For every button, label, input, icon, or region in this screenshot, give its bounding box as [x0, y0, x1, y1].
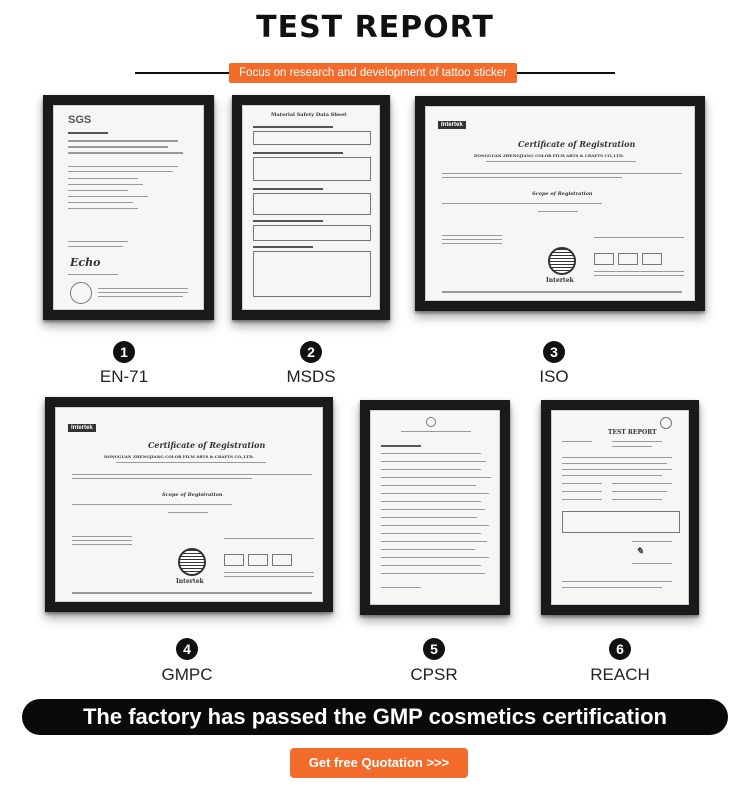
doc-table [253, 157, 371, 181]
number-badge: 5 [423, 638, 445, 660]
doc-company: DONGGUAN ZHENGJIANG COLOR FILM ARTS & CRAFTS CO.,LTD. [474, 153, 624, 158]
doc-line [68, 171, 173, 172]
doc-stamp-box [272, 554, 292, 566]
doc-signature: Echo [70, 256, 101, 269]
doc-line [168, 512, 208, 513]
number-badge: 4 [176, 638, 198, 660]
doc-line [72, 540, 132, 541]
doc-line [612, 491, 667, 492]
certificate-document [53, 105, 204, 310]
doc-line [68, 241, 128, 242]
doc-line [442, 235, 502, 236]
doc-table [253, 251, 371, 297]
doc-line [381, 453, 481, 454]
doc-line [72, 478, 252, 479]
certificate-document [551, 410, 689, 605]
doc-line [68, 202, 133, 203]
doc-line [68, 246, 123, 247]
doc-line [442, 203, 602, 204]
doc-line [381, 573, 485, 574]
certificate-frame-cpsr[interactable] [360, 400, 510, 615]
doc-line [68, 208, 138, 209]
doc-line [224, 538, 314, 539]
doc-line [253, 126, 333, 128]
certification-banner: The factory has passed the GMP cosmetics certification [22, 699, 728, 735]
doc-stamp-box [248, 554, 268, 566]
doc-line [401, 431, 471, 432]
doc-line [562, 587, 662, 588]
certificate-frame-msds[interactable] [232, 95, 390, 320]
doc-table [253, 131, 371, 145]
doc-line [381, 557, 489, 558]
number-badge: 2 [300, 341, 322, 363]
doc-line [562, 475, 662, 476]
doc-line [562, 581, 672, 582]
doc-line [381, 565, 481, 566]
doc-line [72, 504, 232, 505]
doc-stamp-box [594, 253, 614, 265]
doc-logo-text: Intertek [176, 578, 204, 585]
number-badge: 1 [113, 341, 135, 363]
doc-line [594, 271, 684, 272]
doc-line [68, 178, 138, 179]
globe-icon [548, 247, 576, 275]
doc-line [562, 483, 602, 484]
doc-line [381, 509, 485, 510]
doc-line [68, 190, 128, 191]
doc-company: DONGGUAN ZHENGJIANG COLOR FILM ARTS & CRAFTS CO.,LTD. [104, 454, 254, 459]
doc-line [381, 469, 481, 470]
doc-line [98, 296, 183, 297]
doc-line [68, 146, 168, 148]
certificate-document [55, 407, 323, 602]
get-quotation-button[interactable]: Get free Quotation >>> [290, 748, 468, 778]
doc-line [253, 220, 323, 222]
doc-line [68, 184, 143, 185]
doc-line [381, 493, 489, 494]
doc-line [68, 166, 178, 167]
doc-line [442, 173, 682, 174]
doc-line [562, 469, 672, 470]
doc-line [612, 446, 652, 447]
certificate-document [242, 105, 380, 310]
doc-line [632, 563, 672, 564]
doc-line [562, 463, 667, 464]
doc-line [538, 211, 578, 212]
certificate-frame-en71[interactable] [43, 95, 214, 320]
doc-line [68, 152, 183, 154]
certificate-document [370, 410, 500, 605]
doc-stamp-box [642, 253, 662, 265]
doc-line [98, 292, 188, 293]
certificate-label: ISO [539, 367, 569, 386]
doc-scope-heading: Scope of Registration [162, 492, 223, 498]
doc-line [72, 592, 312, 594]
doc-line [381, 477, 491, 478]
certificate-label: REACH [590, 665, 650, 684]
doc-line [381, 541, 487, 542]
certificate-frame-reach[interactable] [541, 400, 699, 615]
doc-line [612, 441, 662, 442]
doc-brand-logo: SGS [68, 114, 92, 126]
doc-line [562, 441, 592, 442]
certificate-label: CPSR [410, 665, 458, 684]
doc-line [594, 275, 684, 276]
doc-logo-text: Intertek [546, 277, 574, 284]
doc-heading: Material Safety Data Sheet [271, 112, 347, 118]
doc-table [253, 225, 371, 241]
doc-line [562, 499, 602, 500]
doc-line [381, 501, 481, 502]
doc-heading: Certificate of Registration [518, 139, 636, 149]
doc-line [98, 288, 188, 289]
doc-table [562, 511, 680, 533]
doc-line [72, 544, 132, 545]
doc-signature: ✎ [636, 547, 644, 557]
doc-line [594, 237, 684, 238]
doc-line [72, 536, 132, 537]
doc-line [381, 533, 481, 534]
doc-heading: TEST REPORT [608, 429, 657, 436]
doc-line [442, 291, 682, 293]
certificate-frame-iso[interactable] [415, 96, 705, 311]
doc-seal [70, 282, 92, 304]
doc-line [632, 541, 672, 542]
doc-line [381, 525, 489, 526]
doc-line [381, 485, 476, 486]
number-badge: 6 [609, 638, 631, 660]
globe-icon [178, 548, 206, 576]
doc-line [381, 549, 475, 550]
doc-stamp-box [224, 554, 244, 566]
doc-line [68, 274, 118, 275]
doc-seal [660, 417, 672, 429]
doc-line [253, 152, 343, 154]
doc-line [442, 177, 622, 178]
doc-line [116, 462, 266, 463]
doc-line [381, 517, 477, 518]
page-title: TEST REPORT [256, 10, 494, 45]
doc-line [381, 445, 421, 447]
doc-line [612, 483, 672, 484]
doc-line [442, 243, 502, 244]
doc-brand-logo: Intertek [438, 121, 466, 129]
doc-line [562, 457, 672, 458]
subtitle-pill: Focus on research and development of tattoo sticker [229, 63, 517, 83]
certificate-document [425, 106, 695, 301]
doc-seal [426, 417, 436, 427]
certificate-label: MSDS [286, 367, 336, 386]
number-badge: 3 [543, 341, 565, 363]
doc-line [68, 196, 148, 197]
doc-line [562, 491, 602, 492]
doc-line [253, 246, 313, 248]
doc-line [224, 576, 314, 577]
certificate-frame-gmpc[interactable] [45, 397, 333, 612]
doc-line [442, 239, 502, 240]
doc-scope-heading: Scope of Registration [532, 191, 593, 197]
doc-line [224, 572, 314, 573]
doc-stamp-box [618, 253, 638, 265]
doc-line [68, 132, 108, 134]
doc-line [253, 188, 323, 190]
doc-line [486, 161, 636, 162]
doc-brand-logo: Intertek [68, 424, 96, 432]
doc-line [381, 587, 421, 588]
certificate-label: EN-71 [99, 367, 149, 386]
doc-line [68, 140, 178, 142]
doc-heading: Certificate of Registration [148, 440, 266, 450]
doc-line [72, 474, 312, 475]
doc-table [253, 193, 371, 215]
doc-line [381, 461, 486, 462]
doc-line [612, 499, 662, 500]
certificate-label: GMPC [161, 665, 213, 684]
